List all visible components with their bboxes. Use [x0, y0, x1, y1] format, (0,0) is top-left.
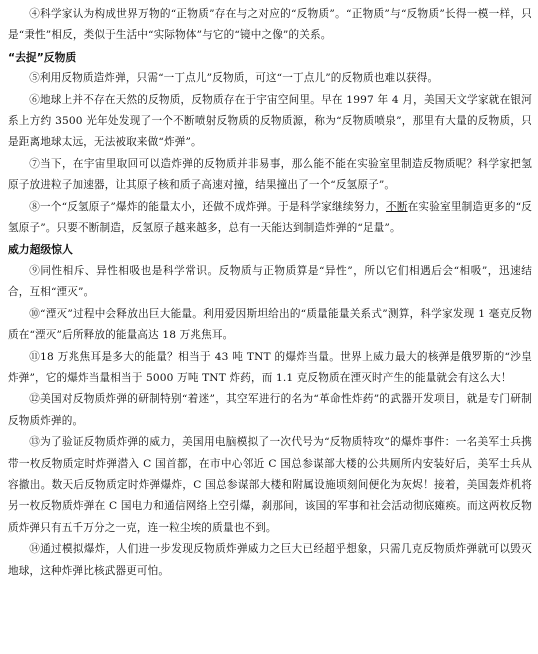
section-heading-catch-antimatter: “去捉”反物质	[8, 50, 77, 64]
paragraph-8-part-a: ⑧一个“反氢原子”爆炸的能量太小，还做不成炸弹。于是科学家继续努力，	[29, 200, 387, 213]
paragraph-7: ⑦当下，在宇宙里取回可以造炸弹的反物质并非易事，那么能不能在实验室里制造反物质呢？科学家把氢原子放进粒子加速器，让其原子核和质子高速对撞，结果撞出了一个“反氢原子”。	[8, 157, 532, 192]
paragraph-8-part-b: 在实验室里制造更多的“反氢原子”。只要不断制造，反氢原子越来越多，总有一天能达到制造炸弹的“足量”。	[8, 200, 532, 235]
paragraph-6: ⑥地球上并不存在天然的反物质，反物质存在于宇宙空间里。早在 1997 年 4 月，美国天文学家就在银河系上方约 3500 光年处发现了一个不断喷射反物质的反物质源，称为“反物质喷泉”，那里有大量的反物质，只是距离地球太远，无法被取来做“炸弹”。	[8, 93, 532, 149]
paragraph-8	[8, 197, 532, 240]
paragraph-9: ⑨同性相斥、异性相吸也是科学常识。反物质与正物质算是“异性”，所以它们相遇后会“相吸”，迅速结合，互相“湮灭”。	[8, 264, 532, 299]
underlined-word: 不断	[386, 200, 408, 213]
paragraph-11: ⑪18 万兆焦耳是多大的能量？相当于 43 吨 TNT 的爆炸当量。世界上威力最大的核弹是俄罗斯的“沙皇炸弹”，它的爆炸当量相当于 5000 万吨 TNT 炸药，而 1.1 克反物质在湮灭时产生的能量就会有这么大！	[8, 350, 532, 384]
paragraph-13: ⑬为了验证反物质炸弹的威力，美国用电脑模拟了一次代号为“反物质特攻”的爆炸事件：一名美军士兵携带一枚反物质定时炸弹潜入 C 国首都，在市中心邻近 C 国总参谋部大楼的公共厕所内安装好后，美军士兵从容撤出。数天后反物质定时炸弹爆炸，C 国总参谋部大楼和附属设施顷刻间便化为灰烬！接着，美国轰炸机将另一枚反物质炸弹在 C 国电力和通信网络上空引爆，刹那间，该国的军事和社会活动彻底瘫痪。而这两枚反物质炸弹只有五千万分之一克，连一粒尘埃的质量也不到。	[8, 436, 532, 534]
paragraph-14: ⑭通过模拟爆炸，人们进一步发现反物质炸弹威力之巨大已经超乎想象，只需几克反物质炸弹就可以毁灭地球，这种炸弹比核武器更可怕。	[8, 543, 532, 577]
paragraph-12: ⑫美国对反物质炸弹的研制特别“着迷”，其空军进行的名为“革命性炸药”的武器开发项目，就是专门研制反物质炸弹的。	[8, 393, 532, 427]
section-heading-power: 威力超级惊人	[8, 243, 73, 257]
paragraph-5: ⑤利用反物质造炸弹，只需“一丁点儿”反物质，可这“一丁点儿”的反物质也难以获得。	[29, 72, 439, 85]
paragraph-4: ④科学家认为构成世界万物的“正物质”存在与之对应的“反物质”。“正物质”与“反物质”长得一模一样，只是“秉性”相反，类似于生活中“实际物体”与它的“镜中之像”的关系。	[8, 8, 532, 42]
paragraph-10: ⑩“湮灭”过程中会释放出巨大能量。利用爱因斯坦给出的“质量能量关系式”测算，科学家发现 1 毫克反物质在“湮灭”后所释放的能量高达 18 万兆焦耳。	[8, 307, 532, 342]
